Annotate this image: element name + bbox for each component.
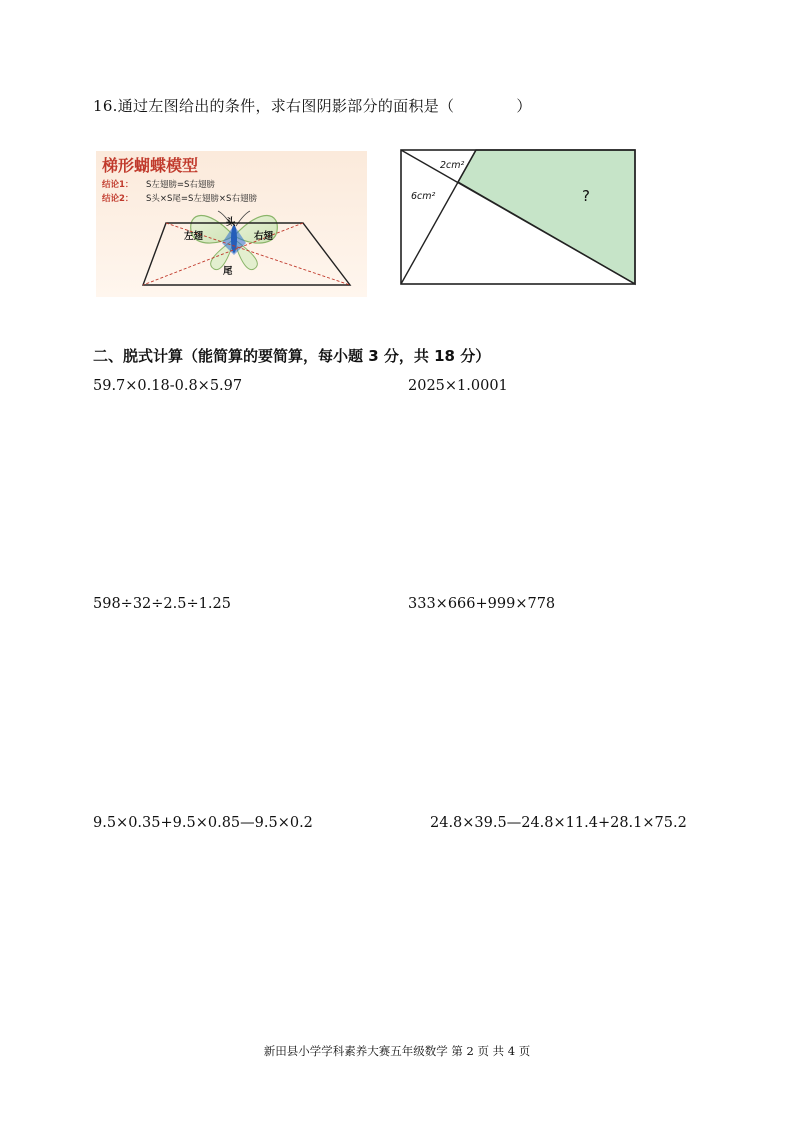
butterfly-model-svg [96, 151, 367, 297]
conclusion2-text: S头×S尾=S左翅膀×S右翅膀 [146, 194, 257, 204]
area-label-2: 2cm² [440, 160, 465, 171]
shaded-area-figure [398, 147, 638, 287]
problem-6: 24.8×39.5—24.8×11.4+28.1×75.2 [430, 815, 687, 831]
problem-1: 59.7×0.18-0.8×5.97 [93, 378, 243, 394]
section-2-heading: 二、脱式计算（能简算的要简算，每小题 3 分，共 18 分） [93, 347, 491, 365]
problem-3: 598÷32÷2.5÷1.25 [93, 596, 231, 612]
conclusion1-text: S左翅膀=S右翅膀 [146, 180, 215, 190]
shaded-region [458, 150, 635, 284]
conclusion2-label: 结论2： [102, 194, 134, 204]
problem-5: 9.5×0.35+9.5×0.85—9.5×0.2 [93, 815, 313, 831]
question-16-close: ） [516, 97, 532, 115]
conclusion1-label: 结论1： [102, 180, 134, 190]
shaded-area-svg [398, 147, 638, 287]
question-16 [93, 95, 532, 116]
page-footer: 新田县小学学科素养大赛五年级数学 第 2 页 共 4 页 [263, 1044, 531, 1058]
area-label-6: 6cm² [411, 191, 436, 202]
butterfly-model-figure [96, 151, 367, 297]
slanted-line [401, 150, 476, 284]
left-wing-label: 左翅 [184, 231, 204, 242]
problem-4: 333×666+999×778 [408, 596, 556, 612]
question-16-text: 16.通过左图给出的条件，求右图阴影部分的面积是（ [93, 97, 455, 115]
model-title: 梯形蝴蝶模型 [102, 156, 199, 175]
problem-2: 2025×1.0001 [408, 378, 508, 394]
unknown-area-mark: ? [582, 187, 590, 205]
tail-label: 尾 [223, 266, 233, 277]
head-label: 头 [226, 217, 236, 228]
right-wing-label: 右翅 [254, 231, 274, 242]
